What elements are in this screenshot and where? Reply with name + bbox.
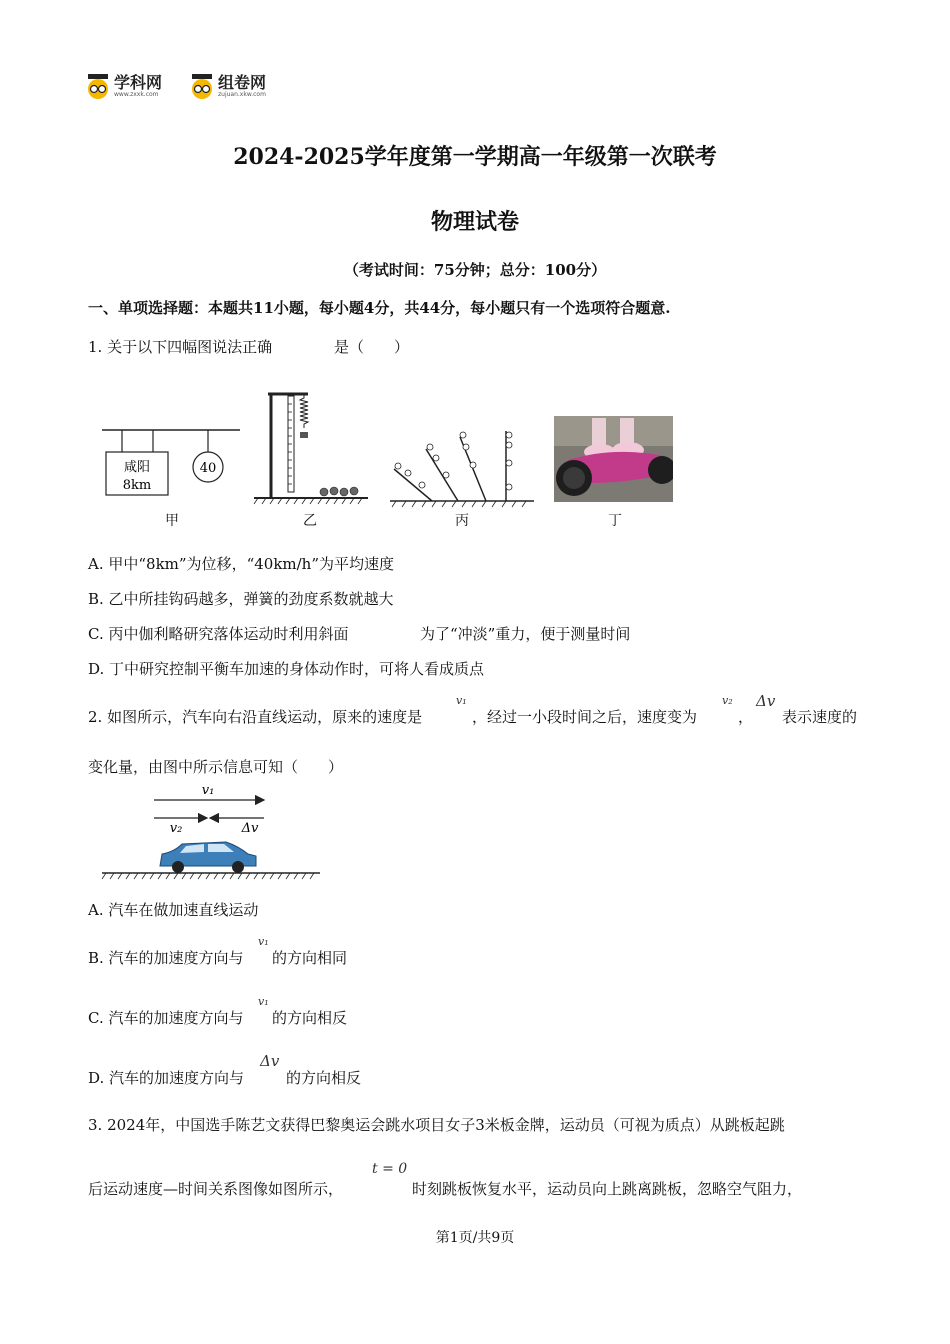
mascot-icon <box>86 72 110 100</box>
fig-label-v1: v₁ <box>201 783 215 798</box>
q1-option-d: D. 丁中研究控制平衡车加速的身体动作时，可将人看成质点 <box>88 660 485 678</box>
q2-sym-v1: v₁ <box>456 694 467 707</box>
q2-stem-b: ，经过一小段时间之后，速度变为 <box>472 708 698 726</box>
q2-sym-dv: Δv <box>756 692 776 710</box>
fig-label-dv: Δv <box>241 821 259 836</box>
q2-option-c-a: C. 汽车的加速度方向与 <box>88 1009 244 1027</box>
q2-stem-a: 2. 如图所示，汽车向右沿直线运动，原来的速度是 <box>88 708 423 726</box>
figure-yi <box>252 388 372 508</box>
q1-option-c-b: 为了“冲淡”重力，便于测量时间 <box>420 625 631 643</box>
q2-option-d-a: D. 汽车的加速度方向与 <box>88 1069 245 1087</box>
logo-zxxk-url: www.zxxk.com <box>114 90 159 98</box>
q2-option-d-b: 的方向相反 <box>286 1069 362 1087</box>
figure-label-ding: 丁 <box>608 513 622 529</box>
sign-text-distance: 8km <box>122 478 152 493</box>
q2-option-c-b: 的方向相反 <box>272 1009 348 1027</box>
logo-zujuan-url: zujuan.xkw.com <box>218 90 266 98</box>
fig-label-v2: v₂ <box>169 821 183 836</box>
q2-option-a: A. 汽车在做加速直线运动 <box>88 901 259 919</box>
q1-option-c-a: C. 丙中伽利略研究落体运动时利用斜面 <box>88 625 349 643</box>
q2-option-b-sym: v₁ <box>258 935 269 948</box>
figure-ding-photo <box>554 416 673 502</box>
q2-stem-c: ， <box>738 708 754 726</box>
figure-label-bing: 丙 <box>455 513 469 529</box>
q2-option-b-b: 的方向相同 <box>272 949 348 967</box>
logo-zxxk-name: 学科网 <box>114 72 163 92</box>
logo-zujuan <box>190 72 266 100</box>
q1-option-a: A. 甲中“8km”为位移，“40km/h”为平均速度 <box>88 555 395 573</box>
q1-stem-a: 1. 关于以下四幅图说法正确 <box>88 338 273 356</box>
q2-option-c-sym: v₁ <box>258 995 269 1008</box>
q3-stem-line1: 3. 2024年，中国选手陈艺文获得巴黎奥运会跳水项目女子3米板金牌，运动员（可视为质点）从跳板起跳 <box>88 1116 785 1134</box>
exam-subject: 物理试卷 <box>430 209 519 235</box>
q3-stem-line2b: 时刻跳板恢复水平，运动员向上跳离跳板，忽略空气阻力， <box>412 1180 803 1198</box>
speed-sign-text: 40 <box>199 461 217 476</box>
exam-title: 2024-2025学年度第一学期高一年级第一次联考 <box>233 144 717 170</box>
figure-label-yi: 乙 <box>303 513 317 529</box>
q3-sym-t0: t = 0 <box>372 1161 408 1177</box>
q2-stem-line2: 变化量，由图中所示信息可知（ ） <box>88 758 344 776</box>
logo-zujuan-name: 组卷网 <box>218 72 267 92</box>
logo-zxxk <box>86 72 162 100</box>
section-heading: 一、单项选择题：本题共11小题，每小题4分，共44分，每小题只有一个选项符合题意. <box>88 299 671 317</box>
figure-bing <box>388 425 538 509</box>
q2-sym-v2: v₂ <box>722 694 733 707</box>
exam-info: （考试时间：75分钟；总分：100分） <box>343 261 607 279</box>
q1-stem-b: 是（ ） <box>334 338 410 356</box>
q2-option-b-a: B. 汽车的加速度方向与 <box>88 949 244 967</box>
mascot-icon <box>190 72 214 100</box>
figure-q2-car <box>100 780 325 884</box>
figure-label-jia: 甲 <box>165 513 179 529</box>
page-footer: 第1页/共9页 <box>435 1230 515 1246</box>
q2-stem-d: 表示速度的 <box>782 708 858 726</box>
car-icon <box>160 842 256 873</box>
q1-option-b: B. 乙中所挂钩码越多，弹簧的劲度系数就越大 <box>88 590 394 608</box>
figure-jia <box>100 425 242 500</box>
q3-stem-line2a: 后运动速度—时间关系图像如图所示， <box>88 1180 344 1198</box>
sign-text-city: 咸阳 <box>123 460 151 475</box>
q2-option-d-sym: Δv <box>260 1052 280 1070</box>
